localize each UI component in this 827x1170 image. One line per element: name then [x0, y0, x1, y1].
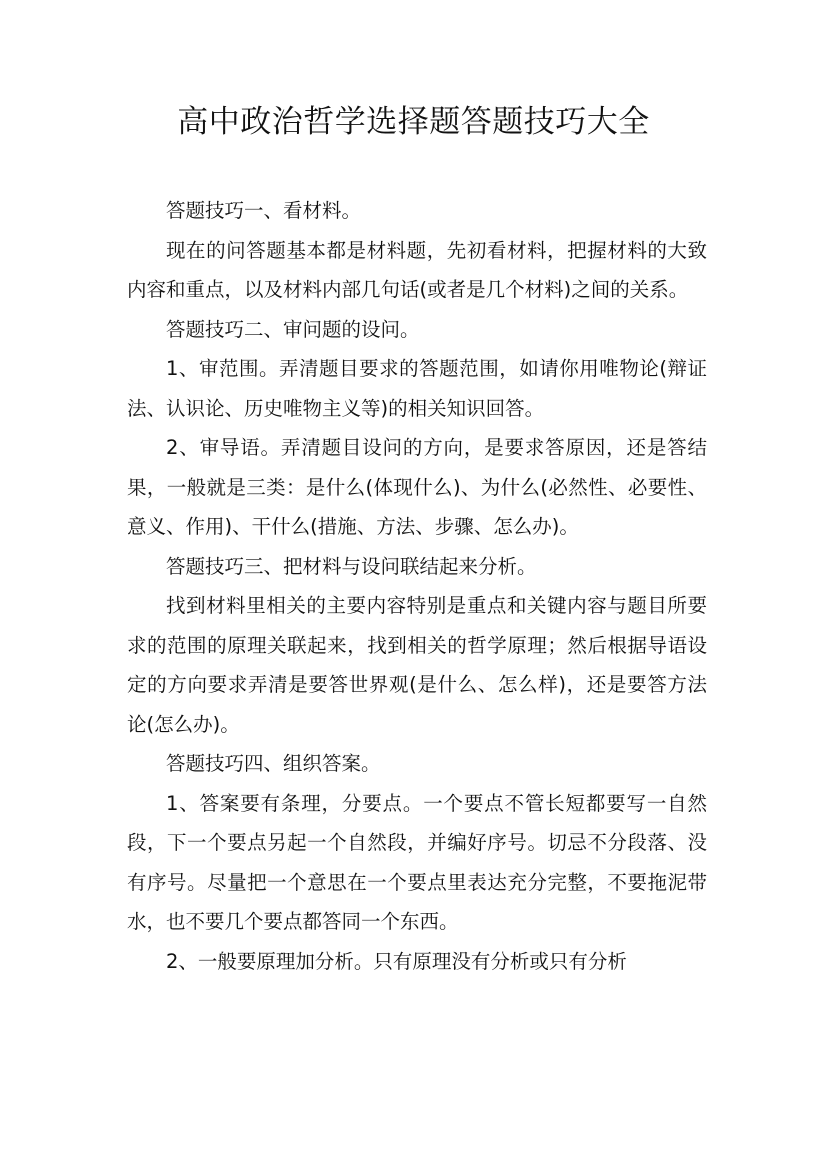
paragraph: 现在的问答题基本都是材料题，先初看材料，把握材料的大致内容和重点，以及材料内部几句话(或者是几个材料)之间的关系。	[127, 238, 707, 301]
paragraph-heading-1: 答题技巧一、看材料。	[166, 199, 362, 222]
paragraph-heading-3: 答题技巧三、把材料与设问联结起来分析。	[166, 554, 537, 578]
paragraph: 2、审导语。弄清题目设问的方向，是要求答原因，还是答结果，一般就是三类：是什么(体现什么)、为什么(必然性、必要性、意义、作用)、干什么(措施、方法、步骤、怎么办)。	[127, 436, 707, 538]
paragraph: 1、答案要有条理，分要点。一个要点不管长短都要写一自然段，下一个要点另起一个自然段，并编好序号。切忌不分段落、没有序号。尽量把一个意思在一个要点里表达充分完整，不要拖泥带水，也不要几个要点都答同一个东西。	[127, 791, 707, 933]
paragraph: 1、审范围。弄清题目要求的答题范围，如请你用唯物论(辩证法、认识论、历史唯物主义等)的相关知识回答。	[127, 357, 707, 420]
document-title: 高中政治哲学选择题答题技巧大全	[177, 104, 650, 140]
paragraph: 2、一般要原理加分析。只有原理没有分析或只有分析	[166, 949, 627, 973]
paragraph-heading-4: 答题技巧四、组织答案。	[166, 752, 381, 775]
paragraph-heading-2: 答题技巧二、审问题的设问。	[166, 317, 420, 341]
document-body	[127, 191, 707, 981]
paragraph: 找到材料里相关的主要内容特别是重点和关键内容与题目所要求的范围的原理关联起来，找到相关的哲学原理；然后根据导语设定的方向要求弄清是要答世界观(是什么、怎么样)，还是要答方法论(怎么办)。	[127, 594, 707, 736]
